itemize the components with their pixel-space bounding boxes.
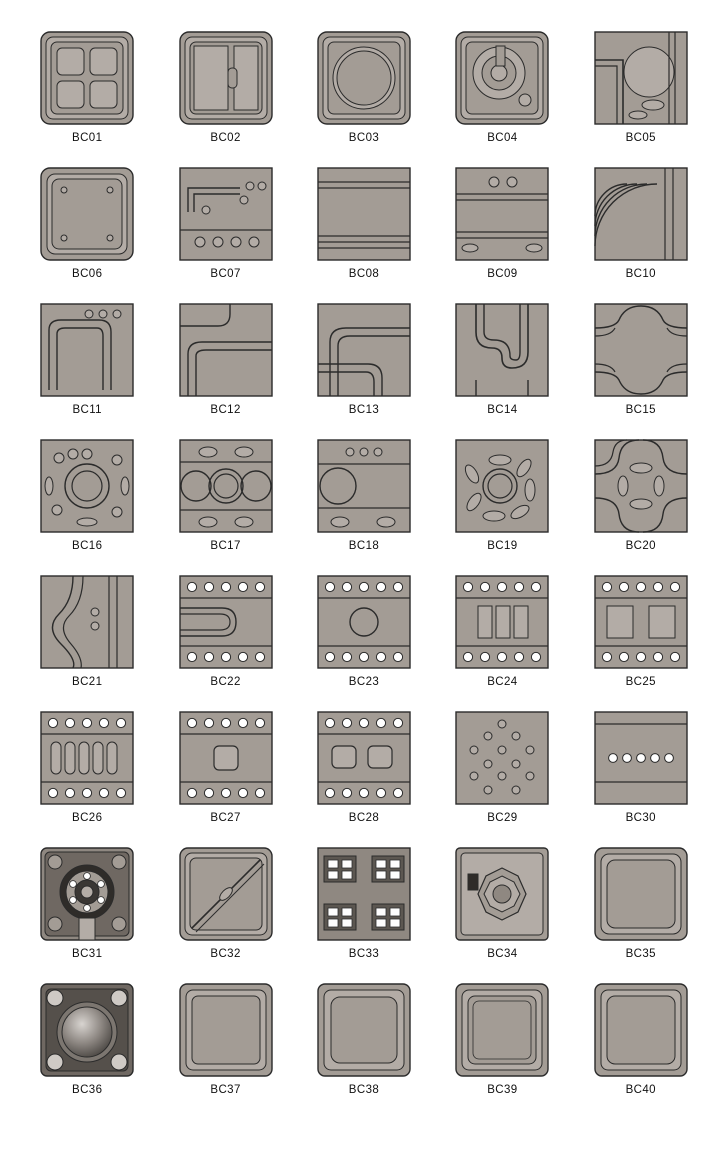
thumbnail-cell[interactable] bbox=[18, 166, 156, 302]
thumbnail-cell[interactable] bbox=[433, 438, 571, 574]
part-label: BC19 bbox=[487, 540, 518, 552]
thumbnail-cell[interactable] bbox=[433, 710, 571, 846]
thumbnail-cell[interactable] bbox=[572, 846, 710, 982]
part-label: BC33 bbox=[348, 948, 380, 960]
part-thumbnail-bc21[interactable] bbox=[39, 574, 135, 670]
part-label: BC17 bbox=[210, 540, 241, 552]
part-label: BC39 bbox=[487, 1084, 518, 1096]
thumbnail-cell[interactable] bbox=[295, 30, 433, 166]
part-label: BC18 bbox=[348, 540, 380, 552]
thumbnail-cell[interactable] bbox=[572, 166, 710, 302]
part-thumbnail-bc35[interactable] bbox=[593, 846, 689, 942]
part-thumbnail-bc05[interactable] bbox=[593, 30, 689, 126]
thumbnail-cell[interactable] bbox=[156, 166, 294, 302]
part-label: BC29 bbox=[487, 812, 518, 824]
thumbnail-cell[interactable] bbox=[433, 846, 571, 982]
part-label: BC28 bbox=[348, 812, 380, 824]
part-label: BC03 bbox=[348, 132, 380, 144]
part-label: BC26 bbox=[72, 812, 103, 824]
part-label: BC16 bbox=[72, 540, 103, 552]
part-thumbnail-bc38[interactable] bbox=[316, 982, 412, 1078]
part-thumbnail-bc04[interactable] bbox=[454, 30, 550, 126]
thumbnail-cell[interactable] bbox=[156, 710, 294, 846]
part-thumbnail-bc16[interactable] bbox=[39, 438, 135, 534]
part-label: BC15 bbox=[625, 404, 656, 416]
thumbnail-cell[interactable] bbox=[295, 710, 433, 846]
part-thumbnail-bc19[interactable] bbox=[454, 438, 550, 534]
thumbnail-cell[interactable] bbox=[572, 302, 710, 438]
part-label: BC09 bbox=[487, 268, 518, 280]
part-thumbnail-bc31[interactable] bbox=[39, 846, 135, 942]
part-label: BC24 bbox=[487, 676, 518, 688]
thumbnail-cell[interactable] bbox=[156, 982, 294, 1118]
part-thumbnail-bc14[interactable] bbox=[454, 302, 550, 398]
thumbnail-cell[interactable] bbox=[433, 30, 571, 166]
part-label: BC05 bbox=[625, 132, 656, 144]
thumbnail-cell[interactable] bbox=[156, 438, 294, 574]
part-thumbnail-bc25[interactable] bbox=[593, 574, 689, 670]
thumbnail-cell[interactable] bbox=[295, 846, 433, 982]
part-label: BC37 bbox=[210, 1084, 241, 1096]
part-thumbnail-bc22[interactable] bbox=[178, 574, 274, 670]
part-thumbnail-bc09[interactable] bbox=[454, 166, 550, 262]
part-label: BC25 bbox=[625, 676, 656, 688]
thumbnail-cell[interactable] bbox=[18, 982, 156, 1118]
part-label: BC30 bbox=[625, 812, 656, 824]
thumbnail-grid bbox=[18, 30, 710, 1118]
thumbnail-cell[interactable] bbox=[18, 846, 156, 982]
thumbnail-cell[interactable] bbox=[295, 302, 433, 438]
thumbnail-cell[interactable] bbox=[295, 438, 433, 574]
thumbnail-cell[interactable] bbox=[295, 982, 433, 1118]
part-label: BC27 bbox=[210, 812, 241, 824]
part-label: BC22 bbox=[210, 676, 241, 688]
part-thumbnail-bc30[interactable] bbox=[593, 710, 689, 806]
part-label: BC31 bbox=[72, 948, 103, 960]
part-thumbnail-bc27[interactable] bbox=[178, 710, 274, 806]
thumbnail-cell[interactable] bbox=[18, 710, 156, 846]
part-label: BC38 bbox=[348, 1084, 380, 1096]
part-thumbnail-bc20[interactable] bbox=[593, 438, 689, 534]
part-thumbnail-bc11[interactable] bbox=[39, 302, 135, 398]
thumbnail-cell[interactable] bbox=[433, 982, 571, 1118]
part-thumbnail-bc01[interactable] bbox=[39, 30, 135, 126]
part-thumbnail-bc28[interactable] bbox=[316, 710, 412, 806]
part-thumbnail-bc15[interactable] bbox=[593, 302, 689, 398]
part-thumbnail-bc37[interactable] bbox=[178, 982, 274, 1078]
thumbnail-cell[interactable] bbox=[433, 574, 571, 710]
thumbnail-cell[interactable] bbox=[295, 166, 433, 302]
part-label: BC12 bbox=[210, 404, 241, 416]
part-label: BC23 bbox=[348, 676, 380, 688]
part-thumbnail-bc06[interactable] bbox=[39, 166, 135, 262]
part-thumbnail-bc29[interactable] bbox=[454, 710, 550, 806]
part-label: BC06 bbox=[72, 268, 103, 280]
part-label: BC07 bbox=[210, 268, 241, 280]
part-thumbnail-bc34[interactable] bbox=[454, 846, 550, 942]
part-label: BC35 bbox=[625, 948, 656, 960]
part-thumbnail-bc40[interactable] bbox=[593, 982, 689, 1078]
part-label: BC01 bbox=[72, 132, 103, 144]
part-thumbnail-bc23[interactable] bbox=[316, 574, 412, 670]
thumbnail-cell[interactable] bbox=[156, 30, 294, 166]
thumbnail-cell[interactable] bbox=[18, 30, 156, 166]
part-label: BC11 bbox=[72, 404, 102, 416]
part-label: BC36 bbox=[72, 1084, 103, 1096]
thumbnail-cell[interactable] bbox=[433, 302, 571, 438]
part-thumbnail-bc32[interactable] bbox=[178, 846, 274, 942]
part-thumbnail-bc13[interactable] bbox=[316, 302, 412, 398]
thumbnail-cell[interactable] bbox=[156, 302, 294, 438]
thumbnail-cell[interactable] bbox=[572, 438, 710, 574]
thumbnail-cell[interactable] bbox=[156, 846, 294, 982]
thumbnail-cell[interactable] bbox=[18, 302, 156, 438]
part-thumbnail-bc08[interactable] bbox=[316, 166, 412, 262]
part-thumbnail-bc03[interactable] bbox=[316, 30, 412, 126]
part-thumbnail-bc26[interactable] bbox=[39, 710, 135, 806]
thumbnail-cell[interactable] bbox=[572, 30, 710, 166]
part-label: BC13 bbox=[348, 404, 380, 416]
part-thumbnail-bc18[interactable] bbox=[316, 438, 412, 534]
part-label: BC04 bbox=[487, 132, 518, 144]
thumbnail-cell[interactable] bbox=[572, 982, 710, 1118]
thumbnail-cell[interactable] bbox=[295, 574, 433, 710]
part-thumbnail-bc12[interactable] bbox=[178, 302, 274, 398]
part-label: BC02 bbox=[210, 132, 241, 144]
thumbnail-cell[interactable] bbox=[18, 438, 156, 574]
part-thumbnail-bc36[interactable] bbox=[39, 982, 135, 1078]
part-thumbnail-bc24[interactable] bbox=[454, 574, 550, 670]
part-label: BC34 bbox=[487, 948, 518, 960]
part-thumbnail-bc39[interactable] bbox=[454, 982, 550, 1078]
thumbnail-cell[interactable] bbox=[572, 710, 710, 846]
part-label: BC14 bbox=[487, 404, 518, 416]
part-thumbnail-bc10[interactable] bbox=[593, 166, 689, 262]
part-thumbnail-bc17[interactable] bbox=[178, 438, 274, 534]
thumbnail-cell[interactable] bbox=[433, 166, 571, 302]
part-label: BC08 bbox=[348, 268, 380, 280]
thumbnail-cell[interactable] bbox=[156, 574, 294, 710]
part-thumbnail-bc02[interactable] bbox=[178, 30, 274, 126]
part-label: BC32 bbox=[210, 948, 241, 960]
part-thumbnail-bc33[interactable] bbox=[316, 846, 412, 942]
part-thumbnail-bc07[interactable] bbox=[178, 166, 274, 262]
thumbnail-cell[interactable] bbox=[18, 574, 156, 710]
part-label: BC21 bbox=[72, 676, 103, 688]
part-label: BC20 bbox=[625, 540, 656, 552]
part-label: BC10 bbox=[625, 268, 656, 280]
part-label: BC40 bbox=[625, 1084, 656, 1096]
thumbnail-cell[interactable] bbox=[572, 574, 710, 710]
